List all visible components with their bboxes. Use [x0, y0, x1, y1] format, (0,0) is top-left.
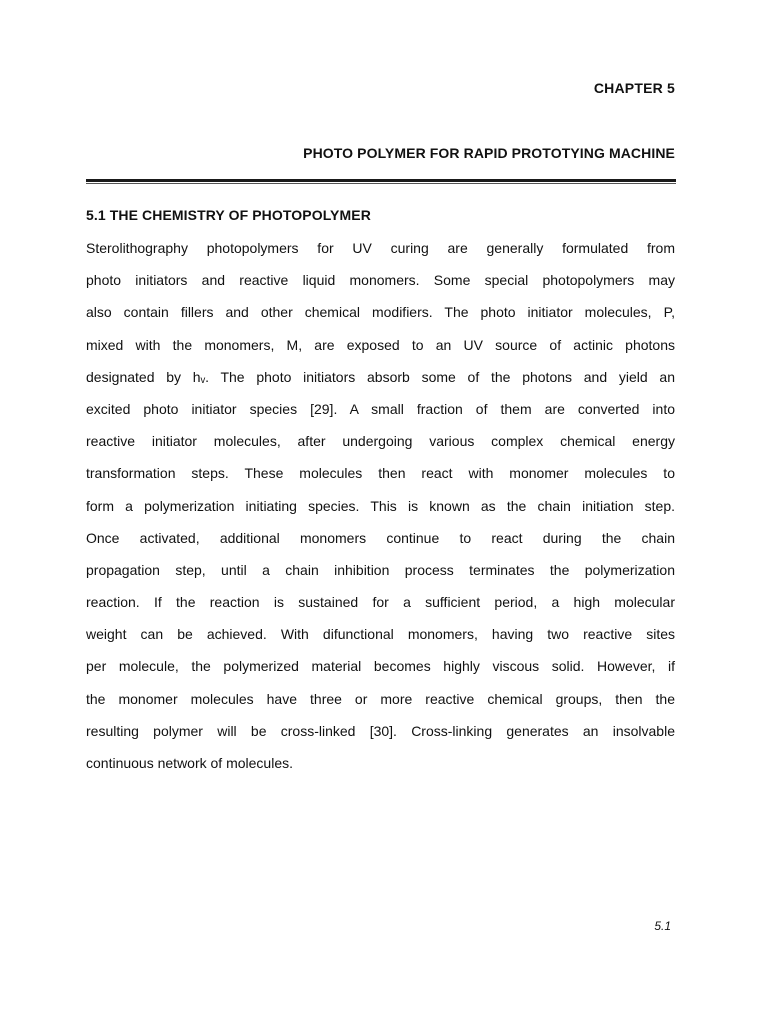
paragraph-line: designated by hᵥ. The photo initiators absorb some of the photons and yield an [86, 368, 675, 385]
paragraph-line: propagation step, until a chain inhibition process terminates the polymerization [86, 561, 675, 578]
paragraph-line: weight can be achieved. With difunctional monomers, having two reactive sites [86, 626, 675, 643]
paragraph-line: photo initiators and reactive liquid monomers. Some special photopolymers may [86, 272, 675, 289]
paragraph-line: transformation steps. These molecules then react with monomer molecules to [86, 465, 675, 482]
paragraph-line: Sterolithography photopolymers for UV curing are generally formulated from [86, 240, 675, 256]
paragraph-line: reactive initiator molecules, after undergoing various complex chemical energy [86, 433, 675, 450]
paragraph-line: also contain fillers and other chemical modifiers. The photo initiator molecules, P, [86, 304, 675, 321]
paragraph-line: mixed with the monomers, M, are exposed to an UV source of actinic photons [86, 336, 675, 353]
chapter-label: CHAPTER 5 [593, 80, 675, 96]
paragraph-line: the monomer molecules have three or more reactive chemical groups, then the [86, 690, 675, 707]
paragraph-line: form a polymerization initiating species. This is known as the chain initiation step. [86, 497, 675, 514]
page-number: 5.1 [654, 919, 671, 933]
header-divider-thick [86, 179, 676, 182]
paragraph-line: continuous network of molecules. [86, 755, 293, 771]
section-heading: 5.1 THE CHEMISTRY OF PHOTOPOLYMER [86, 207, 371, 223]
chapter-title: PHOTO POLYMER FOR RAPID PROTOTYING MACHINE [303, 145, 675, 161]
header-divider [86, 179, 676, 185]
header-divider-thin [86, 183, 676, 184]
paragraph-line: excited photo initiator species [29]. A small fraction of them are converted into [86, 400, 675, 417]
paragraph-line: resulting polymer will be cross-linked [30]. Cross-linking generates an insolvable [86, 722, 675, 739]
paragraph-line: reaction. If the reaction is sustained for a sufficient period, a high molecular [86, 594, 675, 611]
body-paragraph [86, 232, 675, 779]
paragraph-line: Once activated, additional monomers continue to react during the chain [86, 529, 675, 546]
paragraph-line: per molecule, the polymerized material becomes highly viscous solid. However, if [86, 658, 675, 675]
